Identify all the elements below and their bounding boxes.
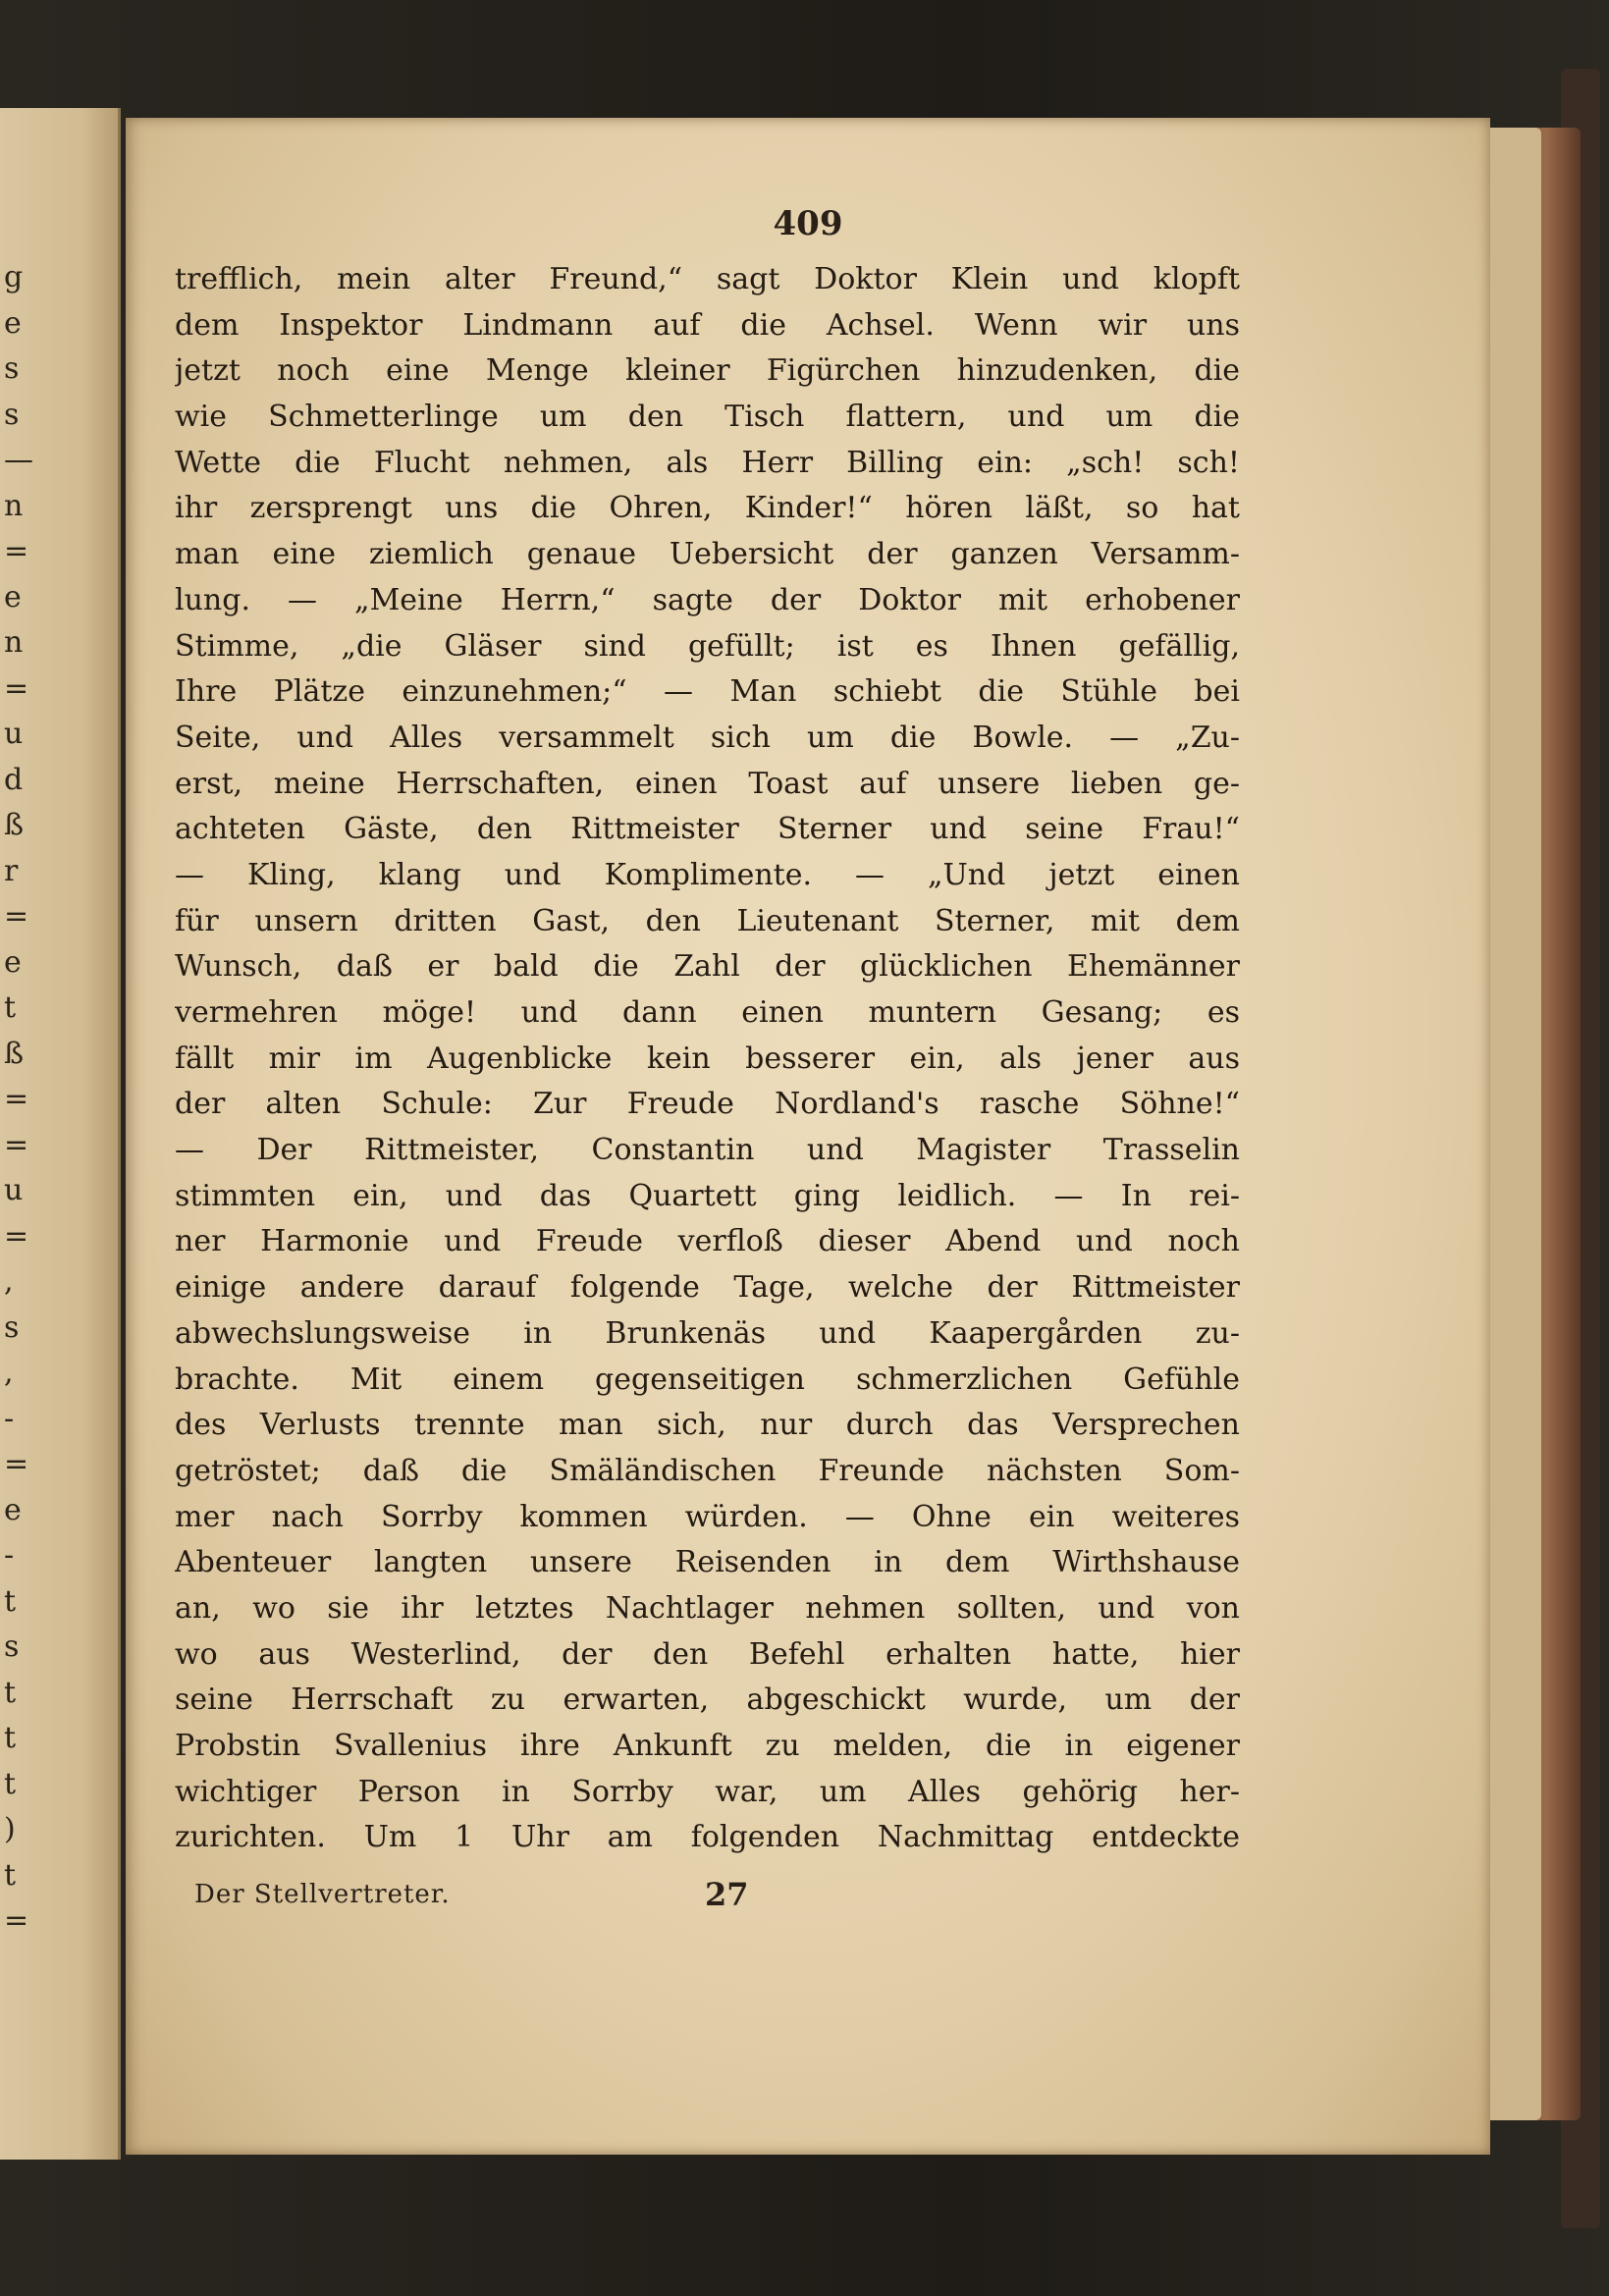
previous-page-char: =: [4, 899, 29, 934]
text-line: man eine ziemlich genaue Uebersicht der ganzen Versamm-: [175, 537, 1240, 572]
text-line: ner Harmonie und Freude verfloß dieser Abend und noch: [175, 1224, 1240, 1259]
previous-page-char: t: [4, 1857, 17, 1893]
previous-page-edge: [0, 108, 121, 2160]
text-line: einige andere darauf folgende Tage, welche der Rittmeister: [175, 1270, 1240, 1306]
previous-page-char: —: [4, 443, 33, 477]
previous-page-char: =: [4, 1127, 29, 1162]
previous-page-char: r: [4, 853, 19, 888]
book-page: [126, 118, 1490, 2155]
previous-page-char: u: [4, 1173, 24, 1207]
previous-page-char: ,: [4, 1264, 14, 1299]
text-line: — Kling, klang und Komplimente. — „Und jetzt einen: [175, 857, 1240, 892]
previous-page-char: e: [4, 944, 22, 980]
text-line: Stimme, „die Gläser sind gefüllt; ist es Ihnen gefällig,: [175, 628, 1240, 664]
previous-page-char: d: [4, 762, 24, 797]
previous-page-char: ß: [4, 808, 25, 842]
text-line: achteten Gäste, den Rittmeister Sterner und seine Frau!“: [175, 812, 1240, 847]
previous-page-char: ß: [4, 1036, 25, 1071]
text-line: zurichten. Um 1 Uhr am folgenden Nachmittag entdeckte: [175, 1820, 1240, 1855]
text-line: des Verlusts trennte man sich, nur durch das Versprechen: [175, 1408, 1240, 1443]
body-text: [175, 257, 1240, 1861]
text-line: Wunsch, daß er bald die Zahl der glücklichen Ehemänner: [175, 949, 1240, 985]
text-line: stimmten ein, und das Quartett ging leidlich. — In rei-: [175, 1178, 1240, 1213]
previous-page-char: e: [4, 1492, 22, 1527]
previous-page-char: =: [4, 1447, 29, 1481]
previous-page-char: t: [4, 1766, 17, 1801]
text-line: dem Inspektor Lindmann auf die Achsel. Wenn wir uns: [175, 307, 1240, 343]
text-line: ihr zersprengt uns die Ohren, Kinder!“ hören läßt, so hat: [175, 491, 1240, 526]
text-line: trefflich, mein alter Freund,“ sagt Doktor Klein und klopft: [175, 262, 1240, 296]
text-line: erst, meine Herrschaften, einen Toast auf unsere lieben ge-: [175, 766, 1240, 801]
text-line: getröstet; daß die Smäländischen Freunde nächsten Som-: [175, 1453, 1240, 1488]
text-line: vermehren möge! und dann einen muntern Gesang; es: [175, 995, 1240, 1030]
previous-page-char: =: [4, 670, 29, 706]
text-line: seine Herrschaft zu erwarten, abgeschickt wurde, um der: [175, 1682, 1240, 1718]
text-line: lung. — „Meine Herrn,“ sagte der Doktor mit erhobener: [175, 582, 1240, 617]
previous-page-char: ): [4, 1812, 16, 1846]
previous-page-char: g: [4, 260, 24, 294]
previous-page-char: t: [4, 1721, 17, 1755]
previous-page-char: e: [4, 579, 22, 614]
previous-page-char: =: [4, 1903, 29, 1938]
previous-page-char: ,: [4, 1356, 14, 1390]
previous-page-char: s: [4, 351, 20, 386]
text-line: Probstin Svallenius ihre Ankunft zu melden, die in eigener: [175, 1729, 1240, 1763]
previous-page-char: e: [4, 305, 22, 341]
previous-page-char: -: [4, 1401, 15, 1436]
text-line: mer nach Sorrby kommen würden. — Ohne ein weiteres: [175, 1499, 1240, 1534]
signature-mark: 27: [705, 1876, 749, 1913]
previous-page-char: s: [4, 1309, 20, 1345]
previous-page-char: t: [4, 1675, 17, 1710]
previous-page-char: =: [4, 1218, 29, 1254]
previous-page-char: t: [4, 990, 17, 1025]
text-line: Abenteuer langten unsere Reisenden in dem Wirthshause: [175, 1545, 1240, 1580]
text-line: wo aus Westerlind, der den Befehl erhalten hatte, hier: [175, 1636, 1240, 1672]
previous-page-line-endings: [4, 255, 63, 1945]
previous-page-char: =: [4, 1082, 29, 1116]
text-line: wie Schmetterlinge um den Tisch flattern, und um die: [175, 400, 1240, 435]
previous-page-char: =: [4, 534, 29, 568]
text-line: brachte. Mit einem gegenseitigen schmerzlichen Gefühle: [175, 1362, 1240, 1397]
text-line: wichtiger Person in Sorrby war, um Alles gehörig her-: [175, 1774, 1240, 1809]
previous-page-char: t: [4, 1583, 17, 1619]
text-line: fällt mir im Augenblicke kein besserer ein, als jener aus: [175, 1041, 1240, 1076]
text-line: der alten Schule: Zur Freude Nordland's rasche Söhne!“: [175, 1087, 1240, 1122]
text-line: Seite, und Alles versammelt sich um die Bowle. — „Zu-: [175, 720, 1240, 755]
previous-page-char: s: [4, 1629, 20, 1664]
previous-page-char: -: [4, 1538, 15, 1573]
text-line: jetzt noch eine Menge kleiner Figürchen hinzudenken, die: [175, 353, 1240, 389]
text-line: an, wo sie ihr letztes Nachtlager nehmen sollten, und von: [175, 1590, 1240, 1626]
footer-book-title: Der Stellvertreter.: [194, 1880, 451, 1909]
previous-page-char: n: [4, 488, 24, 523]
previous-page-char: n: [4, 625, 24, 660]
text-line: Ihre Plätze einzunehmen;“ — Man schiebt die Stühle bei: [175, 674, 1240, 710]
page-number: 409: [773, 204, 843, 243]
text-line: — Der Rittmeister, Constantin und Magister Trasselin: [175, 1133, 1240, 1168]
previous-page-char: s: [4, 397, 20, 432]
previous-page-char: u: [4, 717, 24, 751]
text-line: abwechslungsweise in Brunkenäs und Kaapergården zu-: [175, 1315, 1240, 1351]
text-line: für unsern dritten Gast, den Lieutenant Sterner, mit dem: [175, 903, 1240, 938]
text-line: Wette die Flucht nehmen, als Herr Billing ein: „sch! sch!: [175, 445, 1240, 480]
